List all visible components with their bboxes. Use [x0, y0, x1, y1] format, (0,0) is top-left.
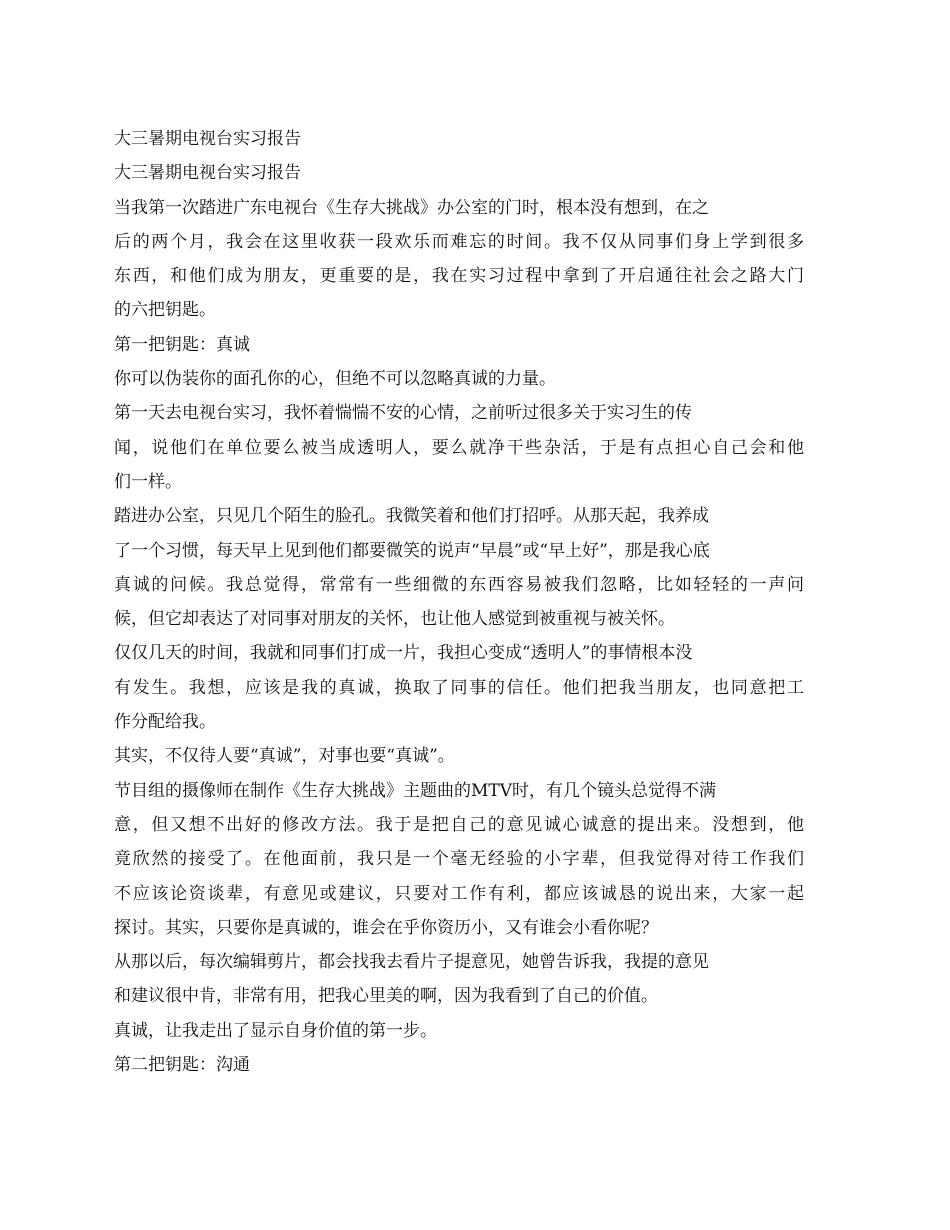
- paragraph-line: 东西，和他们成为朋友，更重要的是，我在实习过程中拿到了开启通往社会之路大门: [114, 266, 804, 287]
- document-title: 大三暑期电视台实习报告: [114, 129, 301, 149]
- paragraph-line: 闻，说他们在单位要么被当成透明人，要么就净干些杂活，于是有点担心自己会和他: [114, 437, 804, 458]
- paragraph-line: 不应该论资谈辈，有意见或建议，只要对工作有利，都应该诚恳的说出来，大家一起: [114, 883, 804, 904]
- paragraph-line: 们一样。: [114, 471, 182, 492]
- paragraph-line: 节目组的摄像师在制作《生存大挑战》主题曲的MTV时，有几个镜头总觉得不满: [114, 780, 717, 801]
- paragraph-line: 探讨。其实，只要你是真诚的，谁会在乎你资历小，又有谁会小看你呢？: [114, 917, 658, 938]
- section-heading: 第一把钥匙：真诚: [114, 334, 250, 355]
- paragraph-line: 其实，不仅待人要“真诚”，对事也要“真诚”。: [114, 746, 455, 767]
- paragraph-line: 和建议很中肯，非常有用，把我心里美的啊，因为我看到了自己的价值。: [114, 986, 658, 1007]
- paragraph-line: 候，但它却表达了对同事对朋友的关怀，也让他人感觉到被重视与被关怀。: [114, 609, 675, 630]
- section-heading: 第二把钥匙：沟通: [114, 1055, 250, 1076]
- paragraph-line: 真诚，让我走出了显示自身价值的第一步。: [114, 1020, 437, 1041]
- paragraph-line: 竟欣然的接受了。在他面前，我只是一个毫无经验的小字辈，但我觉得对待工作我们: [114, 849, 804, 870]
- document-body: [114, 122, 804, 1082]
- paragraph-line: 有发生。我想，应该是我的真诚，换取了同事的信任。他们把我当朋友，也同意把工: [114, 677, 804, 698]
- paragraph-line: 意，但又想不出好的修改方法。我于是把自己的意见诚心诚意的提出来。没想到，他: [114, 814, 804, 835]
- paragraph-line: 真诚的问候。我总觉得，常常有一些细微的东西容易被我们忽略，比如轻轻的一声问: [114, 574, 804, 595]
- paragraph-line: 作分配给我。: [114, 712, 216, 733]
- paragraph-line: 当我第一次踏进广东电视台《生存大挑战》办公室的门时，根本没有想到，在之: [114, 197, 709, 218]
- paragraph-line: 踏进办公室，只见几个陌生的脸孔。我微笑着和他们打招呼。从那天起，我养成: [114, 506, 709, 527]
- paragraph-line: 第一天去电视台实习，我怀着惴惴不安的心情，之前听过很多关于实习生的传: [114, 403, 692, 424]
- paragraph-line: 从那以后，每次编辑剪片，都会找我去看片子提意见，她曾告诉我，我提的意见: [114, 952, 709, 973]
- paragraph-line: 后的两个月，我会在这里收获一段欢乐而难忘的时间。我不仅从同事们身上学到很多: [114, 231, 804, 252]
- paragraph-line: 仅仅几天的时间，我就和同事们打成一片，我担心变成“透明人”的事情根本没: [114, 643, 693, 664]
- paragraph-line: 了一个习惯，每天早上见到他们都要微笑的说声“早晨”或“早上好”，那是我心底: [114, 540, 710, 561]
- paragraph-line: 的六把钥匙。: [114, 300, 216, 321]
- paragraph-line: 你可以伪装你的面孔你的心，但绝不可以忽略真诚的力量。: [114, 369, 556, 390]
- document-subtitle: 大三暑期电视台实习报告: [114, 163, 301, 184]
